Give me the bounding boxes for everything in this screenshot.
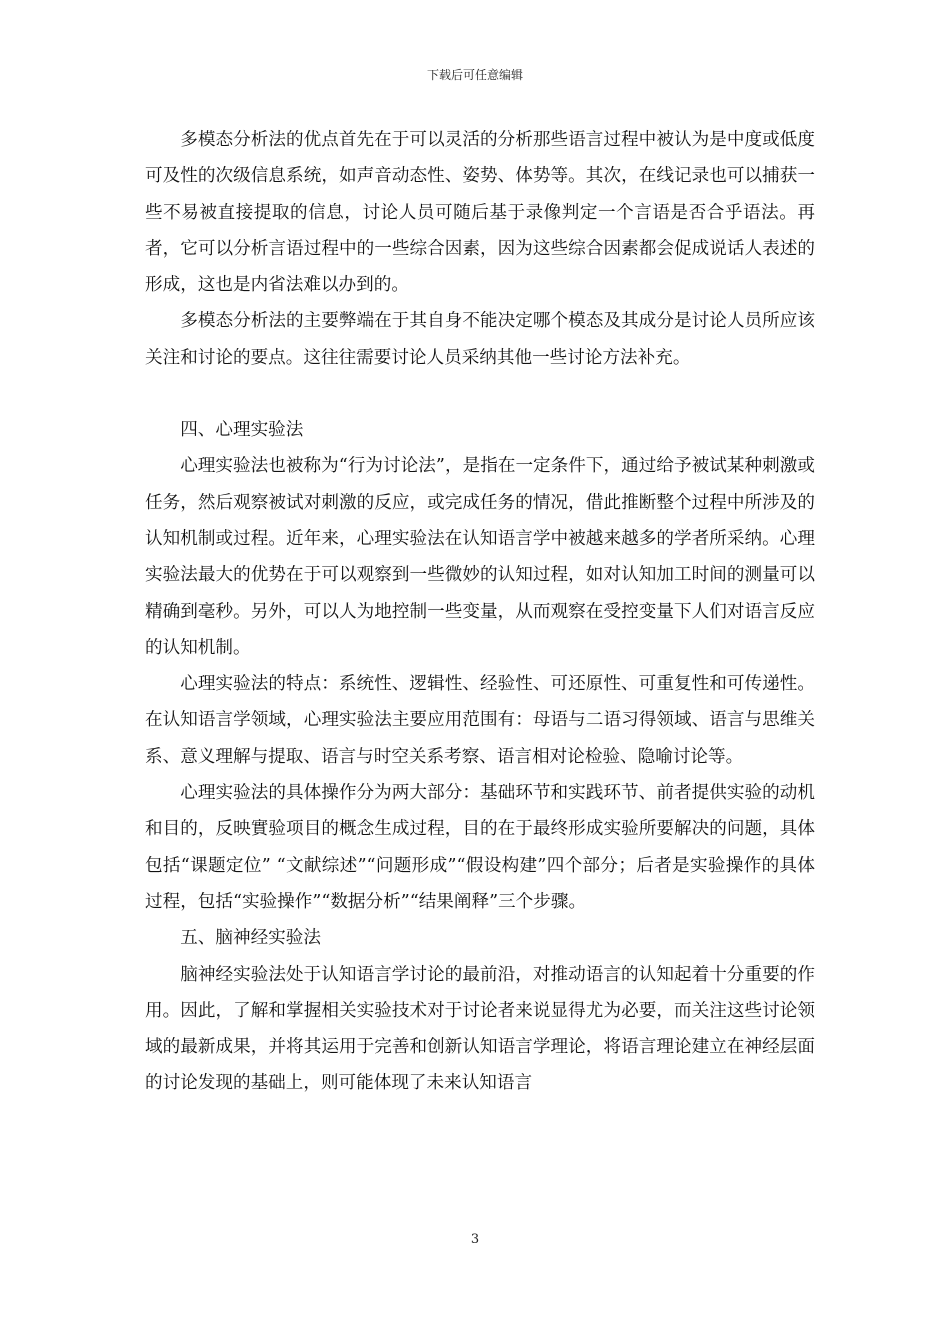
paragraph-psych-features: 心理实验法的特点：系统性、逻辑性、经验性、可还原性、可重复性和可传递性。在认知语言学领域，心理实验法主要应用范围有：母语与二语习得领域、语言与思维关系、意义理解与提取、语言与时空关系考察、语言相对论检验、隐喻讨论等。 — [145, 674, 815, 767]
paragraph-neuro-intro: 脑神经实验法处于认知语言学讨论的最前沿，对推动语言的认知起着十分重要的作用。因此，了解和掌握相关实验技术对于讨论者来说显得尤为必要，而关注这些讨论领域的最新成果，并将其运用于完善和创新认知语言学理论，将语言理论建立在神经层面的讨论发现的基础上，则可能体现了未来认知语言 — [145, 964, 815, 1094]
page-number: 3 — [470, 1232, 480, 1247]
document-body — [145, 122, 815, 1102]
section-heading-psychological-experiment: 四、心理实验法 — [180, 420, 304, 441]
paragraph-psych-definition: 心理实验法也被称为“行为讨论法”，是指在一定条件下，通过给予被试某种刺激或任务，然后观察被试对刺激的反应，或完成任务的情况，借此推断整个过程中所涉及的认知机制或过程。近年来，心理实验法在认知语言学中被越来越多的学者所采纳。心理实验法最大的优势在于可以观察到一些微妙的认知过程，如对认知加工时间的测量可以精确到毫秒。另外，可以人为地控制一些变量，从而观察在受控变量下人们对语言反应的认知机制。 — [145, 456, 815, 658]
section-spacer — [145, 376, 815, 412]
section-heading-neuro-experiment: 五、脑神经实验法 — [180, 928, 321, 949]
paragraph-multimodal-advantages: 多模态分析法的优点首先在于可以灵活的分析那些语言过程中被认为是中度或低度可及性的次级信息系统，如声音动态性、姿势、体势等。其次，在线记录也可以捕获一些不易被直接提取的信息，讨论人员可随后基于录像判定一个言语是否合乎语法。再者，它可以分析言语过程中的一些综合因素，因为这些综合因素都会促成说话人表述的形成，这也是内省法难以办到的。 — [145, 130, 815, 296]
paragraph-multimodal-drawbacks: 多模态分析法的主要弊端在于其自身不能决定哪个模态及其成分是讨论人员所应该关注和讨论的要点。这往往需要讨论人员采纳其他一些讨论方法补充。 — [145, 311, 815, 368]
page-header: 下载后可任意编辑 — [426, 68, 523, 82]
paragraph-psych-operation: 心理实验法的具体操作分为两大部分：基础环节和实践环节、前者提供实验的动机和目的，反映實验项目的概念生成过程，目的在于最终形成实验所要解决的问题，具体包括“课题定位” “文献综述”“问题形成”“假设构建”四个部分；后者是实验操作的具体过程，包括“实验操作”“数据分析”“结果阐释”三个步骤。 — [145, 783, 815, 912]
